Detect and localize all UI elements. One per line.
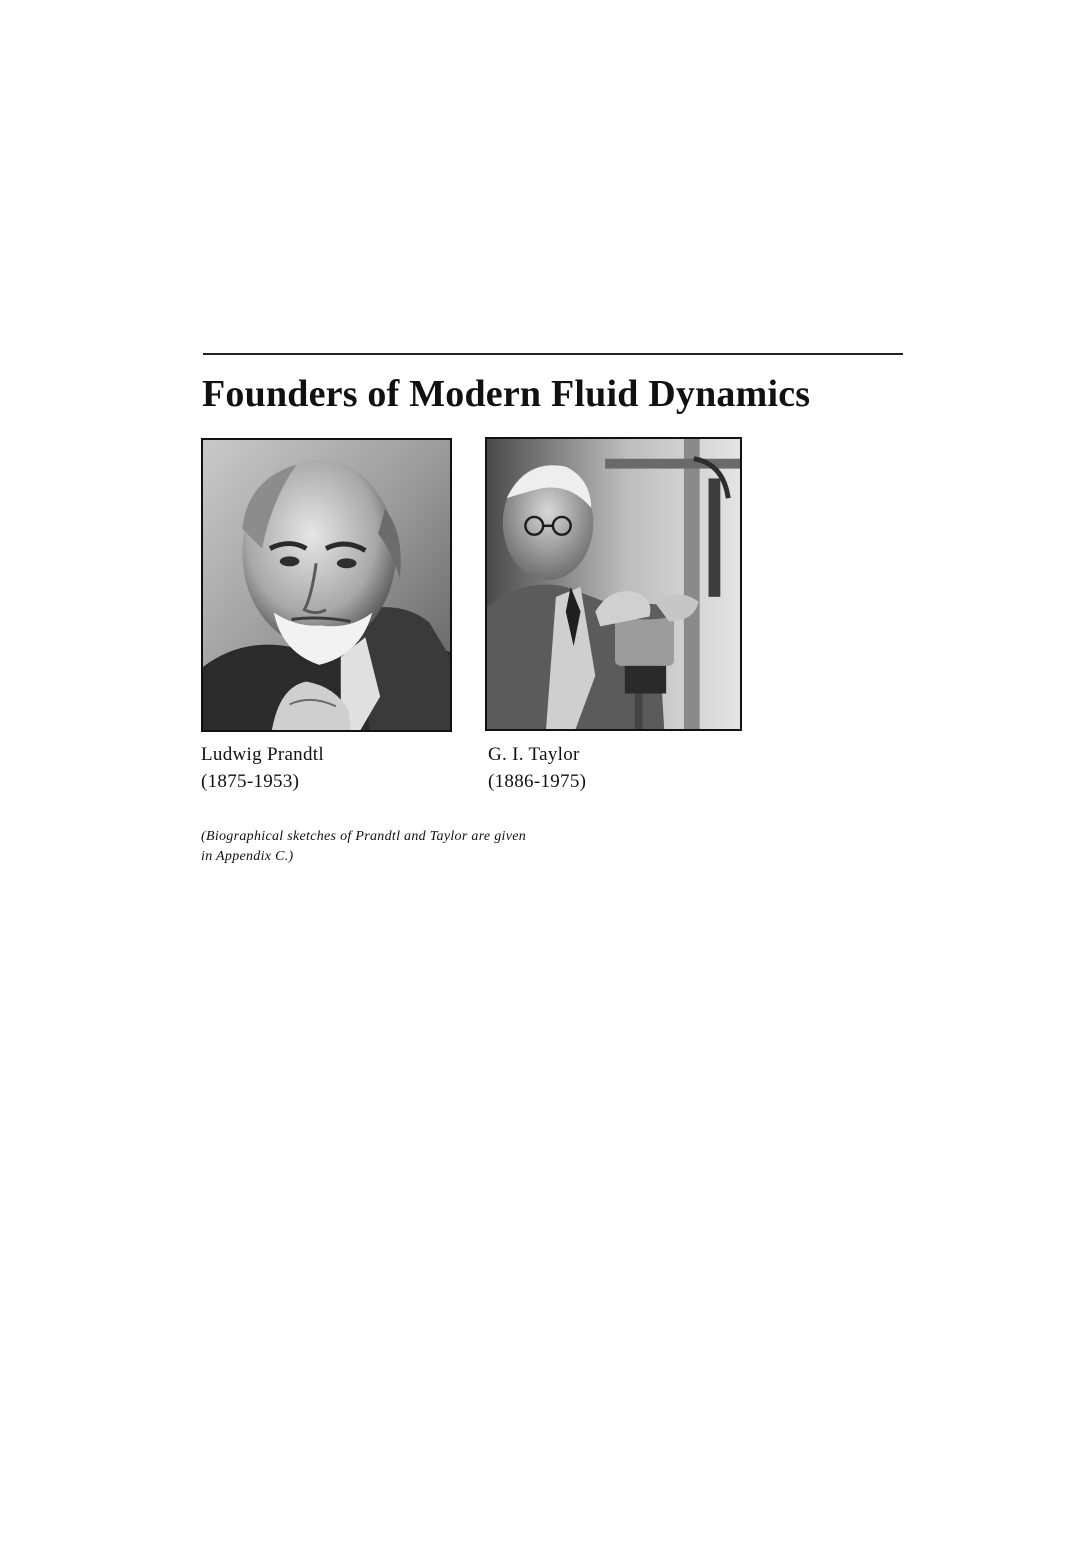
note-line-2: in Appendix C.) [201, 849, 294, 864]
taylor-years: (1886-1975) [488, 771, 587, 792]
prandtl-portrait-photo [201, 438, 452, 732]
prandtl-name: Ludwig Prandtl [201, 744, 324, 765]
note-line-1: (Biographical sketches of Prandtl and Taylor are given [201, 829, 527, 844]
page-title: Founders of Modern Fluid Dynamics [202, 373, 811, 415]
title-rule [203, 353, 903, 355]
biographical-note [201, 827, 526, 867]
prandtl-caption [201, 741, 324, 795]
taylor-portrait-photo [485, 437, 742, 731]
prandtl-years: (1875-1953) [201, 771, 300, 792]
taylor-name: G. I. Taylor [488, 744, 580, 765]
taylor-caption [488, 741, 586, 795]
